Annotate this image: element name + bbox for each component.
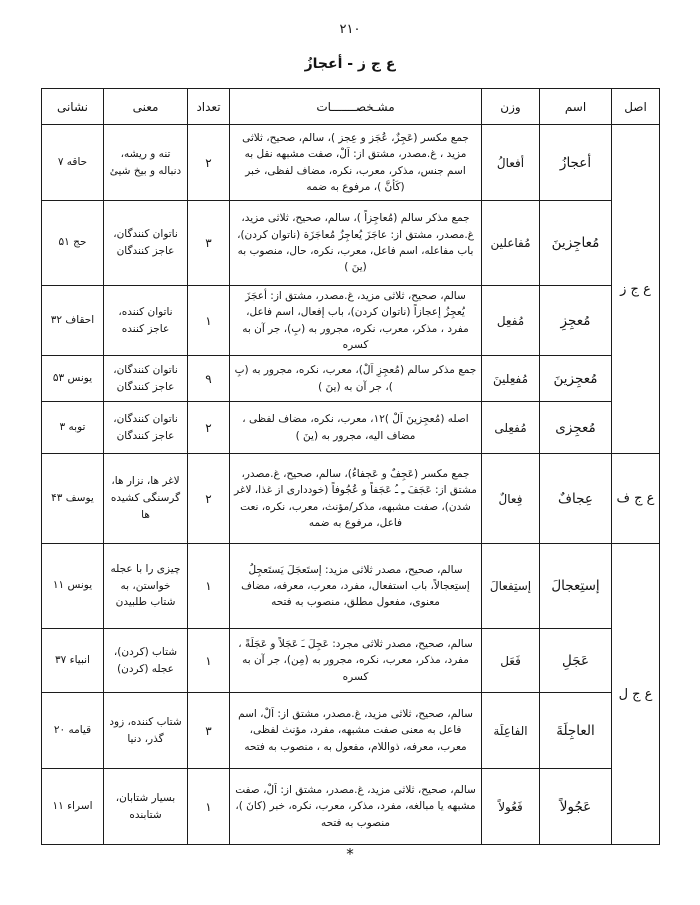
meaning-cell: بسيار شتابان، شتابنده (104, 769, 188, 845)
header-cell-characteristics: مشـخصـــــــات (230, 89, 482, 125)
count-cell: ۳ (188, 693, 230, 769)
characteristics-cell: سالم، صحيح، ثلاثى مزيد، غ.مصدر، مشتق از: أعجَزَ يُعجِزُ إعجازاً (ناتوان كردن)، باب إفعال، اسم فاعل، مفرد ، مذكر، معرب، نكره، مجرور به (بِ)، جر آن به كسره (230, 286, 482, 356)
pattern-cell: إستِفعالَ (482, 544, 540, 629)
name-cell: مُعجِزِ (540, 286, 612, 356)
reference-cell: احقاف ۳۲ (42, 286, 104, 356)
count-cell: ۳ (188, 201, 230, 286)
meaning-cell: ناتوان كنندگان، عاجز كنندگان (104, 201, 188, 286)
characteristics-cell: سالم، صحيح، ثلاثى مزيد، غ.مصدر، مشتق از: اَلْ، صفت مشبهه يا مبالغه، مفرد، مذكر، معرب، نكره، خبر (كانَ )، منصوب به فتحه (230, 769, 482, 845)
pattern-cell: فَعَل (482, 629, 540, 693)
reference-cell: يونس ۱۱ (42, 544, 104, 629)
table-row (42, 356, 660, 402)
root-cell: ع ج ف (612, 454, 660, 544)
pattern-cell: مُفعِلى (482, 402, 540, 454)
meaning-cell: ناتوان كننده، عاجز كننده (104, 286, 188, 356)
meaning-cell: لاغر ها، نزار ها، گرسنگى كشيده ها (104, 454, 188, 544)
characteristics-cell: جمع مذكر سالم (مُعاجِزاً )، سالم، صحيح، ثلاثى مزيد، غ.مصدر، مشتق از: عاجَزَ يُعاجِزُ مُعاجَزَة (ناتوان كردن)، باب مفاعله، اسم فاعل، معرب، نكره، حال، منصوب به (ينَ ) (230, 201, 482, 286)
count-cell: ۱ (188, 544, 230, 629)
page-number: ٢١٠ (339, 22, 361, 37)
header-cell-meaning: معنى (104, 89, 188, 125)
table-row (42, 454, 660, 544)
count-cell: ۲ (188, 454, 230, 544)
pattern-cell: مُفعِلينَ (482, 356, 540, 402)
characteristics-cell: سالم، صحيح، مصدر ثلاثى مزيد: إستَعجَلَ يَستَعجِلُ إستِعجالاً، باب استفعال، مفرد، معرب، معرفه، مضاف معنوى، مفعول مطلق، منصوب به فتحه (230, 544, 482, 629)
table-header-row (42, 89, 660, 125)
root-cell: ع ج ل (612, 544, 660, 845)
meaning-cell: تنه و ريشه، دنباله و بيخ شيئ (104, 125, 188, 201)
table-row (42, 769, 660, 845)
characteristics-cell: اصله (مُعجِزينَ اَلْ )۱۲، معرب، نكره، مضاف لفظى ، مضاف اليه، مجرور به (ينَ ) (230, 402, 482, 454)
characteristics-cell: جمع مذكر سالم (مُعجِزِ اَلْ)، معرب، نكره، مجرور به (بِ )، جر آن به (ينَ ) (230, 356, 482, 402)
reference-cell: حج ۵۱ (42, 201, 104, 286)
header-cell-count: تعداد (188, 89, 230, 125)
meaning-cell: چيزى را با عجله خواستن، به شتاب طلبيدن (104, 544, 188, 629)
pattern-cell: مُفاعلين (482, 201, 540, 286)
reference-cell: قيامه ۲۰ (42, 693, 104, 769)
name-cell: مُعجِزينَ (540, 356, 612, 402)
root-cell: ع ج ز (612, 125, 660, 454)
meaning-cell: شتاب كننده، زود گذر، دنيا (104, 693, 188, 769)
count-cell: ۲ (188, 125, 230, 201)
table-row (42, 286, 660, 356)
footer-asterisk: * (346, 845, 354, 863)
reference-cell: اسراء ۱۱ (42, 769, 104, 845)
reference-cell: يوسف ۴۳ (42, 454, 104, 544)
meaning-cell: ناتوان كنندگان، عاجز كنندگان (104, 402, 188, 454)
reference-cell: حاقه ۷ (42, 125, 104, 201)
header-cell-pattern: وزن (482, 89, 540, 125)
reference-cell: توبه ۳ (42, 402, 104, 454)
header-cell-name: اسم (540, 89, 612, 125)
name-cell: عَجُولاً (540, 769, 612, 845)
count-cell: ۹ (188, 356, 230, 402)
name-cell: عَجَلِ (540, 629, 612, 693)
meaning-cell: ناتوان كنندگان، عاجز كنندگان (104, 356, 188, 402)
table-row (42, 544, 660, 629)
characteristics-cell: سالم، صحيح، ثلاثى مزيد، غ.مصدر، مشتق از: اَلْ، اسم فاعل به معنى صفت مشبهه، مفرد، مؤنث لفظى، معرب، معرفه، ذواللام، مفعول به ، منصوب به فتحه (230, 693, 482, 769)
pattern-cell: مُفعِل (482, 286, 540, 356)
name-cell: مُعاجِزينَ (540, 201, 612, 286)
pattern-cell: الفاعِلَة (482, 693, 540, 769)
count-cell: ۱ (188, 769, 230, 845)
name-cell: العاجِلَةَ (540, 693, 612, 769)
name-cell: إستِعجالَ (540, 544, 612, 629)
table-row (42, 201, 660, 286)
meaning-cell: شتاب (كردن)، عجله (كردن) (104, 629, 188, 693)
header-cell-reference: نشانى (42, 89, 104, 125)
pattern-cell: فَعُولاً (482, 769, 540, 845)
name-cell: عِجافٌ (540, 454, 612, 544)
count-cell: ۱ (188, 629, 230, 693)
pattern-cell: أفعالُ (482, 125, 540, 201)
header-cell-root: اصل (612, 89, 660, 125)
count-cell: ۲ (188, 402, 230, 454)
name-cell: أعجازُ (540, 125, 612, 201)
table-row (42, 402, 660, 454)
characteristics-cell: سالم، صحيح، مصدر ثلاثى مجرد: عَجِلَ ـَ عَجَلاً و عَجَلَةً ، مفرد، مذكر، معرب، نكره، مجرور به (مِن)، جر آن به كسره (230, 629, 482, 693)
reference-cell: يونس ۵۳ (42, 356, 104, 402)
table-row (42, 629, 660, 693)
page-title: ع ج ز - أعجازُ (304, 56, 396, 72)
characteristics-cell: جمع مكسر (عَجِفٌ و عَجفاءُ)، سالم، صحيح، غ.مصدر، مشتق از: عَجَفَ ـِ ـُ عَجَفاً و عُجُوفاً (خوددارى از غذا، لاغر شدن)، صفت مشبهه، مذكر/مؤنث، معرب، نكره، نعت فاعل، مرفوع به ضمه (230, 454, 482, 544)
table-row (42, 693, 660, 769)
table-row (42, 125, 660, 201)
reference-cell: انبياء ۳۷ (42, 629, 104, 693)
name-cell: مُعجِزى (540, 402, 612, 454)
pattern-cell: فِعالٌ (482, 454, 540, 544)
characteristics-cell: جمع مكسر (عَجِزٌ، عُجَز و عِجز )، سالم، صحيح، ثلاثى مزيد ، غ.مصدر، مشتق از: اَلْ، صفت مشبهه نقل به اسم جنس، مذكر، معرب، نكره، مضاف لفظى، خبر (كَأنَّ )، مرفوع به ضمه (230, 125, 482, 201)
morphology-table (41, 88, 660, 845)
count-cell: ۱ (188, 286, 230, 356)
